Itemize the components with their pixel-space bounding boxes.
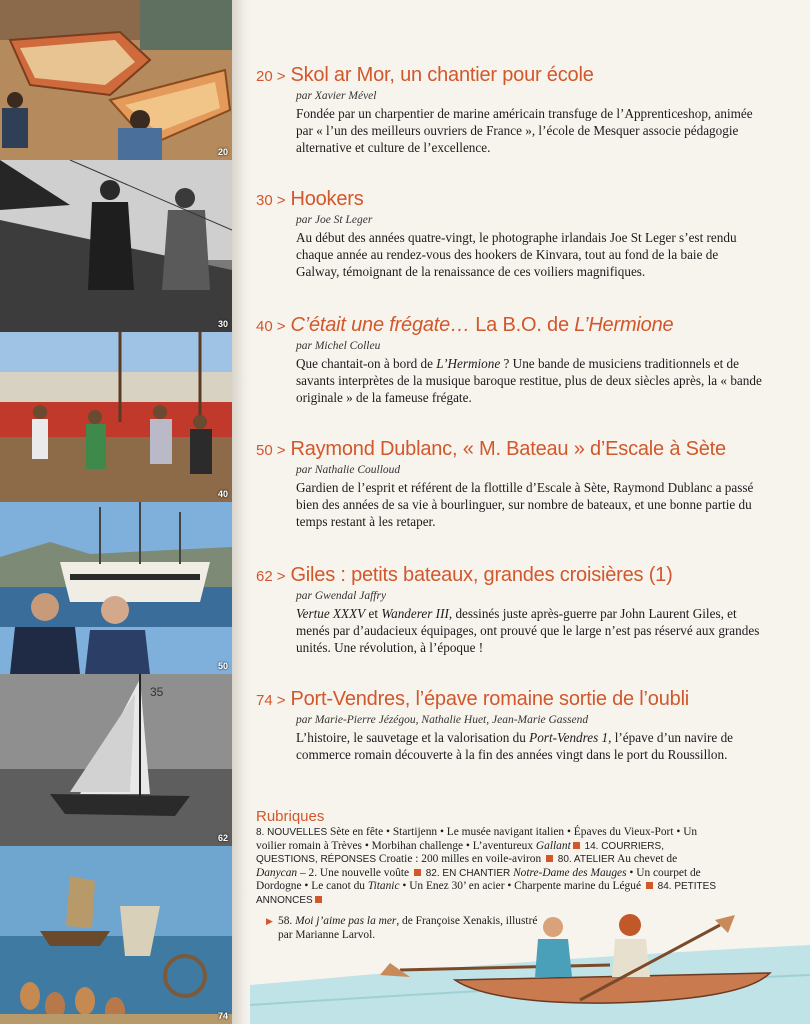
article-heading [256,314,796,337]
article-heading [256,438,796,461]
rubriques-title: Rubriques [256,808,325,825]
photo-page-number: 50 [217,661,228,671]
caption-page: 58. [278,915,296,927]
page-number: 74 [256,692,273,709]
section-link-atelier[interactable]: 80. ATELIER [555,854,615,866]
blurb-wreck-name: Port-Vendres 1 [529,730,609,745]
photo-page-number: 20 [217,147,228,157]
article-raymond-dublanc[interactable] [256,438,796,530]
page-number: 30 [256,192,273,209]
photo-hookers [0,160,232,332]
arrow-icon: > [276,692,286,709]
rubriques-text-italic: Notre-Dame des Mauges [510,866,627,879]
caption-book-title: Moi j’aime pas la mer [295,915,397,927]
article-byline: par Michel Colleu [296,340,381,352]
article-heading [256,188,796,211]
article-blurb [296,355,764,406]
blurb-part: L’histoire, le sauvetage et la valorisation du [296,730,530,745]
rubriques-text: • Un Enez 30’ en acier • Charpente marine du Légué [399,880,644,893]
rubriques-text: Sète en fête • Startijenn • Le musée navigant italien • Épaves du Vieux-Port • Un voilier romain à Trèves • Morbihan challenge • L’aventureux [256,826,698,852]
arrow-icon: > [276,68,286,85]
photo-sailboat [0,674,232,846]
article-byline: par Marie-Pierre Jézégou, Nathalie Huet, Jean-Marie Gassend [296,714,589,726]
article-title[interactable]: Port-Vendres, l’épave romaine sortie de l’oubli [290,688,690,710]
section-link-nouvelles[interactable]: 8. NOUVELLES [256,827,328,838]
page-number: 40 [256,318,273,335]
article-byline: par Nathalie Coulloud [296,464,401,476]
rubriques-section [256,808,716,908]
page-number: 62 [256,568,273,585]
square-bullet-icon [414,869,421,876]
rubriques-text: – 2. Une nouvelle voûte [297,866,412,879]
rubriques-text-italic: Danycan [256,866,298,879]
rubriques-text-italic: Gallant [535,839,571,852]
arrow-icon: > [276,318,286,335]
rubriques-text: Au chevet de [614,853,678,866]
blurb-part: et [365,606,382,621]
blurb-boat-name: Vertue XXXV [296,606,366,621]
photo-page-number: 40 [217,489,228,499]
rubriques-list [256,826,716,908]
photo-roman-wreck [0,846,232,1024]
article-giles[interactable] [256,564,796,656]
arrow-icon: > [276,192,286,209]
illustration-caption [266,914,538,942]
blurb-part: , l’épave d’un navire de commerce romain découverte à la fin des années vingt dans le port du Roussillon. [296,730,734,762]
photo-frigate-deck [0,332,232,502]
article-title[interactable]: Giles : petits bateaux, grandes croisières (1) [290,564,673,586]
rubriques-text: • Un courpet de Dordogne • Le canot du [256,866,701,893]
article-hermione[interactable] [256,314,796,406]
photo-page-number: 74 [217,1011,228,1021]
blurb-boat-name: Wanderer III [381,606,449,621]
arrow-icon: > [276,568,286,585]
article-heading [256,64,796,87]
photo-raymond-dublanc [0,502,232,674]
article-port-vendres[interactable] [256,688,796,763]
article-title[interactable]: Hookers [290,188,364,210]
blurb-ship-name: L’Hermione [436,356,501,371]
square-bullet-icon [315,896,322,903]
article-blurb: Gardien de l’esprit et référent de la flottille d’Escale à Sète, Raymond Dublanc a passé bien des années de sa vie à bourlinguer, sur nombre de bateaux, et une bonne partie du temps restant à les retaper. [296,480,754,529]
article-title[interactable]: Raymond Dublanc, « M. Bateau » d’Escale à Sète [290,438,726,460]
photo-strip [0,0,232,1024]
article-heading [256,564,796,587]
title-mid: La B.O. de [469,314,575,336]
photo-page-number: 30 [217,319,228,329]
article-blurb [296,605,764,656]
section-link-en-chantier[interactable]: 82. EN CHANTIER [422,867,511,879]
rubriques-text: Croatie : 200 milles en voile-aviron [376,853,545,866]
article-heading [256,688,796,711]
photo-page-number: 62 [217,833,228,843]
rubriques-text-italic: Titanic [367,880,400,893]
article-byline: par Xavier Mével [296,90,377,102]
article-title[interactable] [290,314,673,337]
blurb-part: ? Une bande de musiciens traditionnels et de savants interprètes de la musique baroque restitue, plus de deux siècles après, la « bande originale » de la fameuse frégate. [296,356,762,405]
section-link-courriers[interactable]: 14. COURRIERS, QUESTIONS, RÉPONSES [256,840,664,866]
square-bullet-icon [546,855,553,862]
article-blurb [296,729,764,763]
article-hookers[interactable] [256,188,796,280]
article-byline: par Joe St Leger [296,214,373,226]
page-number: 50 [256,442,273,459]
article-byline: par Gwendal Jaffry [296,590,387,602]
section-link-petites-annonces[interactable]: 84. PETITES ANNONCES [256,881,716,906]
square-bullet-icon [573,842,580,849]
triangle-bullet-icon: ▶ [266,916,273,926]
page-gutter [232,0,250,1024]
svg-text:35: 35 [150,685,164,699]
title-italic-ship: L’Hermione [574,314,674,336]
article-blurb: Au début des années quatre-vingt, le photographe irlandais Joe St Leger s’est rendu chaque année au rendez-vous des hookers de Kinvara, tout au fond de la baie de Galway, témoignant de la renaissance de ces voiliers magnifiques. [296,230,737,279]
article-title[interactable]: Skol ar Mor, un chantier pour école [290,64,594,86]
article-skol-ar-mor[interactable] [256,64,796,156]
photo-boatyard [0,0,232,160]
blurb-part: , dessinés juste après-guerre par John Laurent Giles, et menés par d’audacieux équipages, ont prouvé que le large n’est pas réservé aux grandes unités. Une révolution, à l’époque ! [296,606,760,655]
blurb-part: Que chantait-on à bord de [296,356,437,371]
square-bullet-icon [646,882,653,889]
page-number: 20 [256,68,273,85]
arrow-icon: > [276,442,286,459]
article-blurb: Fondée par un charpentier de marine américain transfuge de l’Apprenticeshop, animée par « l’un des meilleurs ouvriers de France », l’école de Mesquer associe pédagogie alternative et culture de l’excellence. [296,106,753,155]
caption-text: , de Françoise Xenakis, illustré par Marianne Larvol. [278,915,538,941]
title-italic: C’était une frégate… [290,314,470,336]
